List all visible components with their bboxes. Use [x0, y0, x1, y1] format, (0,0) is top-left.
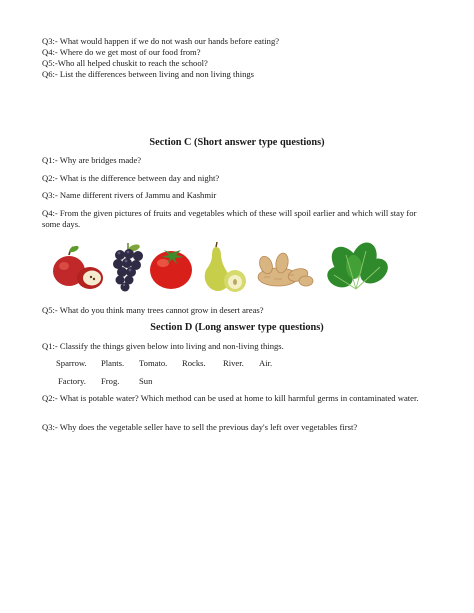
apples-image — [48, 241, 108, 293]
word-item: Frog. — [101, 376, 120, 386]
word-item: Factory. — [58, 376, 86, 386]
question-c5: Q5:- What do you think many trees cannot grow in desert areas? — [42, 305, 264, 315]
section-d-heading: Section D (Long answer type questions) — [150, 322, 324, 333]
question-c4: Q4:- From the given pictures of fruits and vegetables which of these will spoil earlier and which will stay for some days. — [42, 208, 417, 229]
pears-image — [201, 241, 247, 295]
question-c1: Q1:- Why are bridges made? — [42, 155, 142, 165]
spinach-image — [326, 241, 390, 295]
word-item: Plants. — [101, 358, 125, 368]
word-item: Sun — [139, 376, 153, 386]
question-b3: Q3:- What would happen if we do not wash our hands before eating? — [42, 36, 280, 46]
grapes-image — [110, 241, 146, 295]
word-item: Sparrow. — [56, 358, 87, 368]
tomato-image — [147, 241, 195, 293]
fruit-vegetable-images — [44, 241, 392, 297]
classification-words-row1 — [0, 358, 474, 369]
question-c2: Q2:- What is the difference between day and night? — [42, 173, 220, 183]
question-d3: Q3:- Why does the vegetable seller have to sell the previous day's left over vegetables first? — [42, 422, 358, 432]
word-item: Air. — [259, 358, 273, 368]
question-b5: Q5:-Who all helped chuskit to reach the school? — [42, 58, 208, 68]
word-item: River. — [223, 358, 244, 368]
word-item: Rocks. — [182, 358, 206, 368]
word-item: Tomato. — [139, 358, 168, 368]
question-b6: Q6:- List the differences between living and non living things — [42, 69, 255, 79]
ginger-image — [252, 241, 316, 293]
section-c-heading: Section C (Short answer type questions) — [149, 137, 325, 148]
classification-words-row2 — [0, 376, 474, 387]
question-d2: Q2:- What is potable water? Which method can be used at home to kill harmful germs in contaminated water. — [42, 393, 419, 403]
question-b4: Q4:- Where do we get most of our food from? — [42, 47, 201, 57]
question-d1: Q1:- Classify the things given below into living and non-living things. — [42, 341, 284, 351]
question-c3: Q3:- Name different rivers of Jammu and Kashmir — [42, 190, 217, 200]
